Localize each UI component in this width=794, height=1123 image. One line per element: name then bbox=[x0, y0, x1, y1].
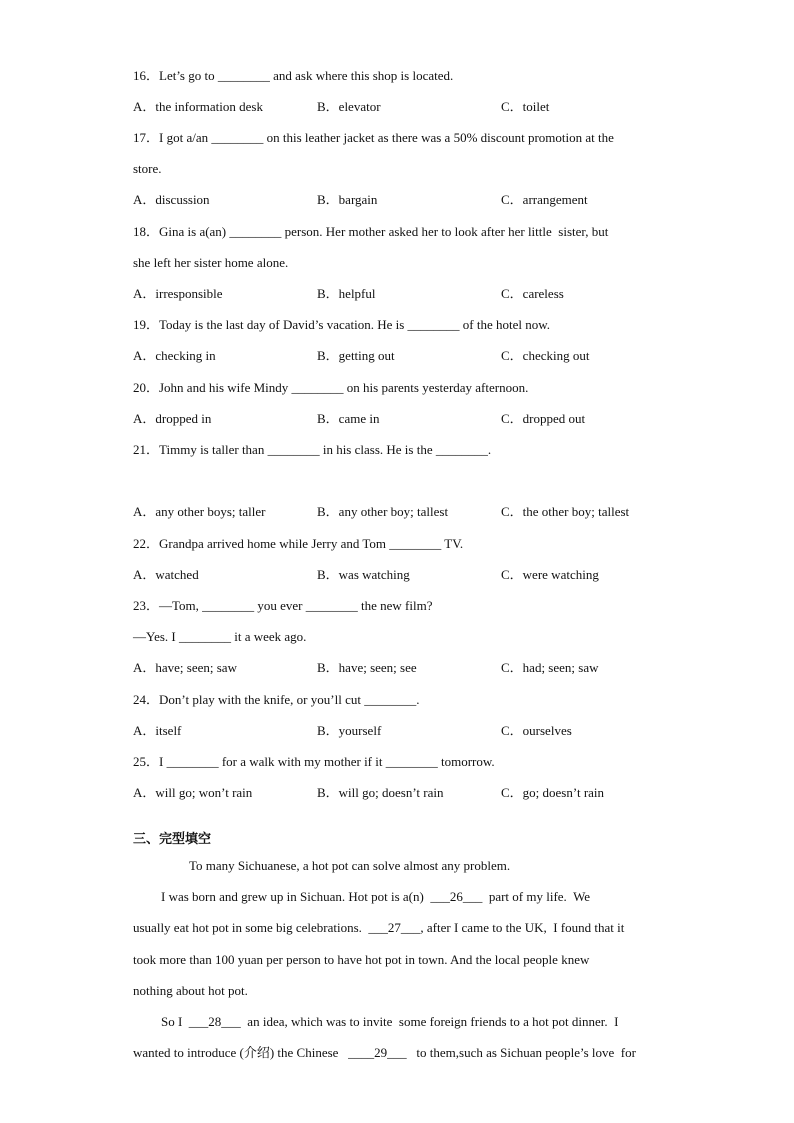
question-17-stem-line-2: store. bbox=[133, 161, 162, 176]
question-23-stem-line-1: 23．—Tom, ________ you ever ________ the new film? bbox=[133, 598, 433, 613]
question-25-stem: 25．I ________ for a walk with my mother if it ________ tomorrow. bbox=[133, 754, 495, 769]
question-22-option-c: C．were watching bbox=[501, 567, 599, 582]
question-21-option-b: B．any other boy; tallest bbox=[317, 504, 449, 519]
passage-line: I was born and grew up in Sichuan. Hot pot is a(n) ___26___ part of my life. We bbox=[161, 889, 591, 904]
question-16-option-a: A．the information desk bbox=[133, 99, 263, 114]
question-23-option-b: B．have; seen; see bbox=[317, 660, 417, 675]
question-18-option-c: C．careless bbox=[501, 286, 564, 301]
question-17-stem-line-1: 17．I got a/an ________ on this leather jacket as there was a 50% discount promotion at the bbox=[133, 130, 614, 145]
question-17-option-a: A．discussion bbox=[133, 192, 210, 207]
question-21-option-c: C．the other boy; tallest bbox=[501, 504, 630, 519]
passage-line: So I ___28___ an idea, which was to invite some foreign friends to a hot pot dinner. I bbox=[161, 1014, 619, 1029]
question-19-stem: 19．Today is the last day of David’s vacation. He is ________ of the hotel now. bbox=[133, 317, 551, 332]
question-20-stem: 20．John and his wife Mindy ________ on his parents yesterday afternoon. bbox=[133, 380, 529, 395]
question-25-option-a: A．will go; won’t rain bbox=[133, 785, 253, 800]
question-24-option-c: C．ourselves bbox=[501, 723, 572, 738]
question-24-option-a: A．itself bbox=[133, 723, 182, 738]
question-22-option-a: A．watched bbox=[133, 567, 199, 582]
question-19-option-c: C．checking out bbox=[501, 348, 590, 363]
question-19-option-b: B．getting out bbox=[317, 348, 395, 363]
question-18-stem-line-2: she left her sister home alone. bbox=[133, 255, 289, 270]
question-16-option-b: B．elevator bbox=[317, 99, 381, 114]
passage-line: took more than 100 yuan per person to have hot pot in town. And the local people knew bbox=[133, 952, 590, 967]
question-21-option-a: A．any other boys; taller bbox=[133, 504, 266, 519]
question-20-option-c: C．dropped out bbox=[501, 411, 586, 426]
question-20-option-b: B．came in bbox=[317, 411, 380, 426]
passage-title: To many Sichuanese, a hot pot can solve almost any problem. bbox=[189, 858, 511, 873]
question-16-stem: 16．Let’s go to ________ and ask where this shop is located. bbox=[133, 68, 454, 83]
question-19-option-a: A．checking in bbox=[133, 348, 216, 363]
question-22-option-b: B．was watching bbox=[317, 567, 410, 582]
question-18-option-a: A．irresponsible bbox=[133, 286, 223, 301]
question-18-option-b: B．helpful bbox=[317, 286, 376, 301]
question-21-stem: 21．Timmy is taller than ________ in his class. He is the ________. bbox=[133, 442, 492, 457]
question-23-option-a: A．have; seen; saw bbox=[133, 660, 237, 675]
question-22-stem: 22．Grandpa arrived home while Jerry and Tom ________ TV. bbox=[133, 536, 464, 551]
question-25-option-b: B．will go; doesn’t rain bbox=[317, 785, 444, 800]
passage-line: wanted to introduce (介绍) the Chinese ____29___ to them,such as Sichuan people’s love for bbox=[133, 1045, 636, 1060]
section-heading: 三、完型填空 bbox=[133, 832, 212, 847]
question-18-stem-line-1: 18．Gina is a(an) ________ person. Her mother asked her to look after her little sister, but bbox=[133, 224, 609, 239]
passage-line: nothing about hot pot. bbox=[133, 983, 248, 998]
question-16-option-c: C．toilet bbox=[501, 99, 550, 114]
question-17-option-b: B．bargain bbox=[317, 192, 378, 207]
question-25-option-c: C．go; doesn’t rain bbox=[501, 785, 605, 800]
question-17-option-c: C．arrangement bbox=[501, 192, 588, 207]
passage-line: usually eat hot pot in some big celebrations. ___27___, after I came to the UK, I found that it bbox=[133, 920, 625, 935]
question-23-option-c: C．had; seen; saw bbox=[501, 660, 599, 675]
question-20-option-a: A．dropped in bbox=[133, 411, 212, 426]
question-24-stem: 24．Don’t play with the knife, or you’ll cut ________. bbox=[133, 692, 420, 707]
question-24-option-b: B．yourself bbox=[317, 723, 382, 738]
question-23-stem-line-2: —Yes. I ________ it a week ago. bbox=[133, 629, 307, 644]
